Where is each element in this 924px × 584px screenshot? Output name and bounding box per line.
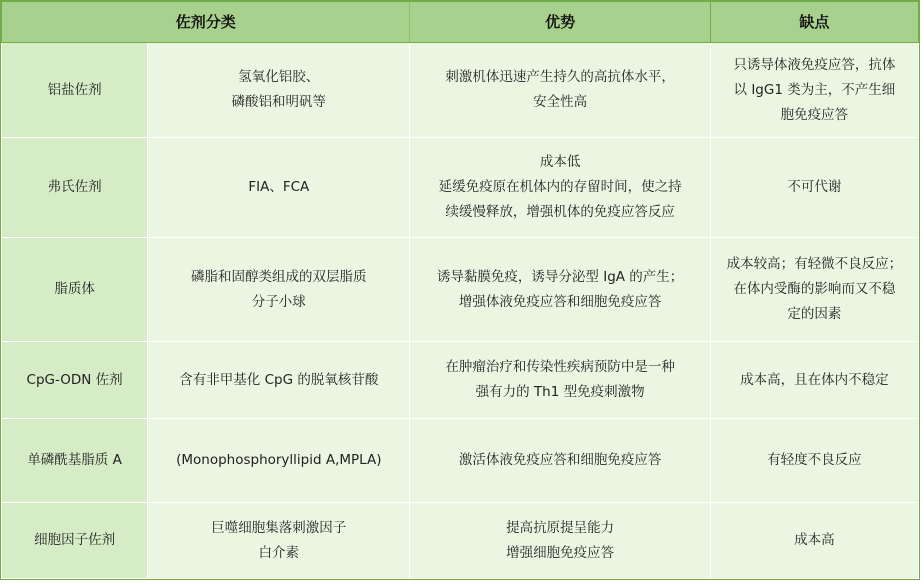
disadvantage-line: 在体内受酶的影响而又不稳 <box>733 281 896 297</box>
advantage-line: 提高抗原提呈能力 <box>506 519 615 536</box>
advantage-line: 增强细胞免疫应答 <box>506 544 615 561</box>
advantage-line: 增强体液免疫应答和细胞免疫应答 <box>458 293 662 310</box>
advantage-line: 安全性高 <box>533 94 588 110</box>
disadvantage-cell <box>710 238 918 342</box>
category-cell: 细胞因子佐剂 <box>2 503 148 579</box>
composition-line: (Monophosphoryllipid A,MPLA) <box>176 452 382 468</box>
composition-cell <box>148 503 410 579</box>
composition-line: 氢氧化铝胶、 <box>238 69 320 85</box>
composition-line: FIA、FCA <box>248 179 310 195</box>
advantage-cell <box>410 138 710 238</box>
table-row <box>2 238 919 342</box>
composition-line: 白介素 <box>258 544 300 561</box>
category-cell: 铝盐佐剂 <box>2 43 148 138</box>
composition-cell <box>148 342 410 419</box>
advantage-line: 诱导黏膜免疫，诱导分泌型 IgA 的产生； <box>436 268 684 285</box>
table-row <box>2 138 919 238</box>
table-row <box>2 43 919 138</box>
advantage-cell <box>410 419 710 503</box>
advantage-line: 续缓慢释放，增强机体的免疫应答反应 <box>445 204 675 220</box>
disadvantage-line: 定的因素 <box>787 306 842 322</box>
disadvantage-cell <box>710 138 918 238</box>
disadvantage-line: 成本较高；有轻微不良反应； <box>726 256 903 272</box>
advantage-line: 延缓免疫原在机体内的存留时间，使之持 <box>438 179 682 195</box>
disadvantage-cell <box>710 43 918 138</box>
composition-line: 巨噬细胞集落刺激因子 <box>211 519 347 536</box>
advantage-cell <box>410 43 710 138</box>
disadvantage-cell <box>710 342 918 419</box>
disadvantage-line: 不可代谢 <box>787 179 842 195</box>
header-row <box>2 2 919 43</box>
table-row <box>2 419 919 503</box>
disadvantage-line: 只诱导体液免疫应答，抗体 <box>733 56 896 73</box>
composition-cell <box>148 238 410 342</box>
composition-line: 分子小球 <box>251 293 306 310</box>
category-cell: 弗氏佐剂 <box>2 138 148 238</box>
advantage-cell <box>410 238 710 342</box>
disadvantage-line: 胞免疫应答 <box>780 106 849 123</box>
advantage-line: 刺激机体迅速产生持久的高抗体水平， <box>445 69 675 85</box>
disadvantage-cell <box>710 503 918 579</box>
composition-cell <box>148 43 410 138</box>
composition-line: 磷酸铝和明矾等 <box>231 94 327 110</box>
composition-cell <box>148 138 410 238</box>
composition-cell <box>148 419 410 503</box>
category-cell: 脂质体 <box>2 238 148 342</box>
category-cell: CpG-ODN 佐剂 <box>2 342 148 419</box>
adjuvant-table <box>1 1 919 579</box>
category-cell: 单磷酰基脂质 A <box>2 419 148 503</box>
disadvantage-line: 以 IgG1 类为主，不产生细 <box>733 81 896 98</box>
header-advantage: 优势 <box>410 2 710 43</box>
advantage-line: 强有力的 Th1 型免疫刺激物 <box>475 384 645 400</box>
header-disadvantage: 缺点 <box>710 2 918 43</box>
advantage-line: 成本低 <box>539 154 581 170</box>
advantage-cell <box>410 342 710 419</box>
table-row <box>2 342 919 419</box>
header-category: 佐剂分类 <box>2 2 410 43</box>
disadvantage-line: 有轻度不良反应 <box>767 452 862 468</box>
disadvantage-line: 成本高，且在体内不稳定 <box>740 371 889 388</box>
composition-line: 含有非甲基化 CpG 的脱氧核苷酸 <box>179 371 379 388</box>
table-row <box>2 503 919 579</box>
advantage-line: 激活体液免疫应答和细胞免疫应答 <box>458 452 662 468</box>
composition-line: 磷脂和固醇类组成的双层脂质 <box>191 268 367 285</box>
disadvantage-cell <box>710 419 918 503</box>
table-body <box>2 43 919 579</box>
advantage-line: 在肿瘤治疗和传染性疾病预防中是一种 <box>445 359 675 375</box>
advantage-cell <box>410 503 710 579</box>
disadvantage-line: 成本高 <box>794 532 835 548</box>
